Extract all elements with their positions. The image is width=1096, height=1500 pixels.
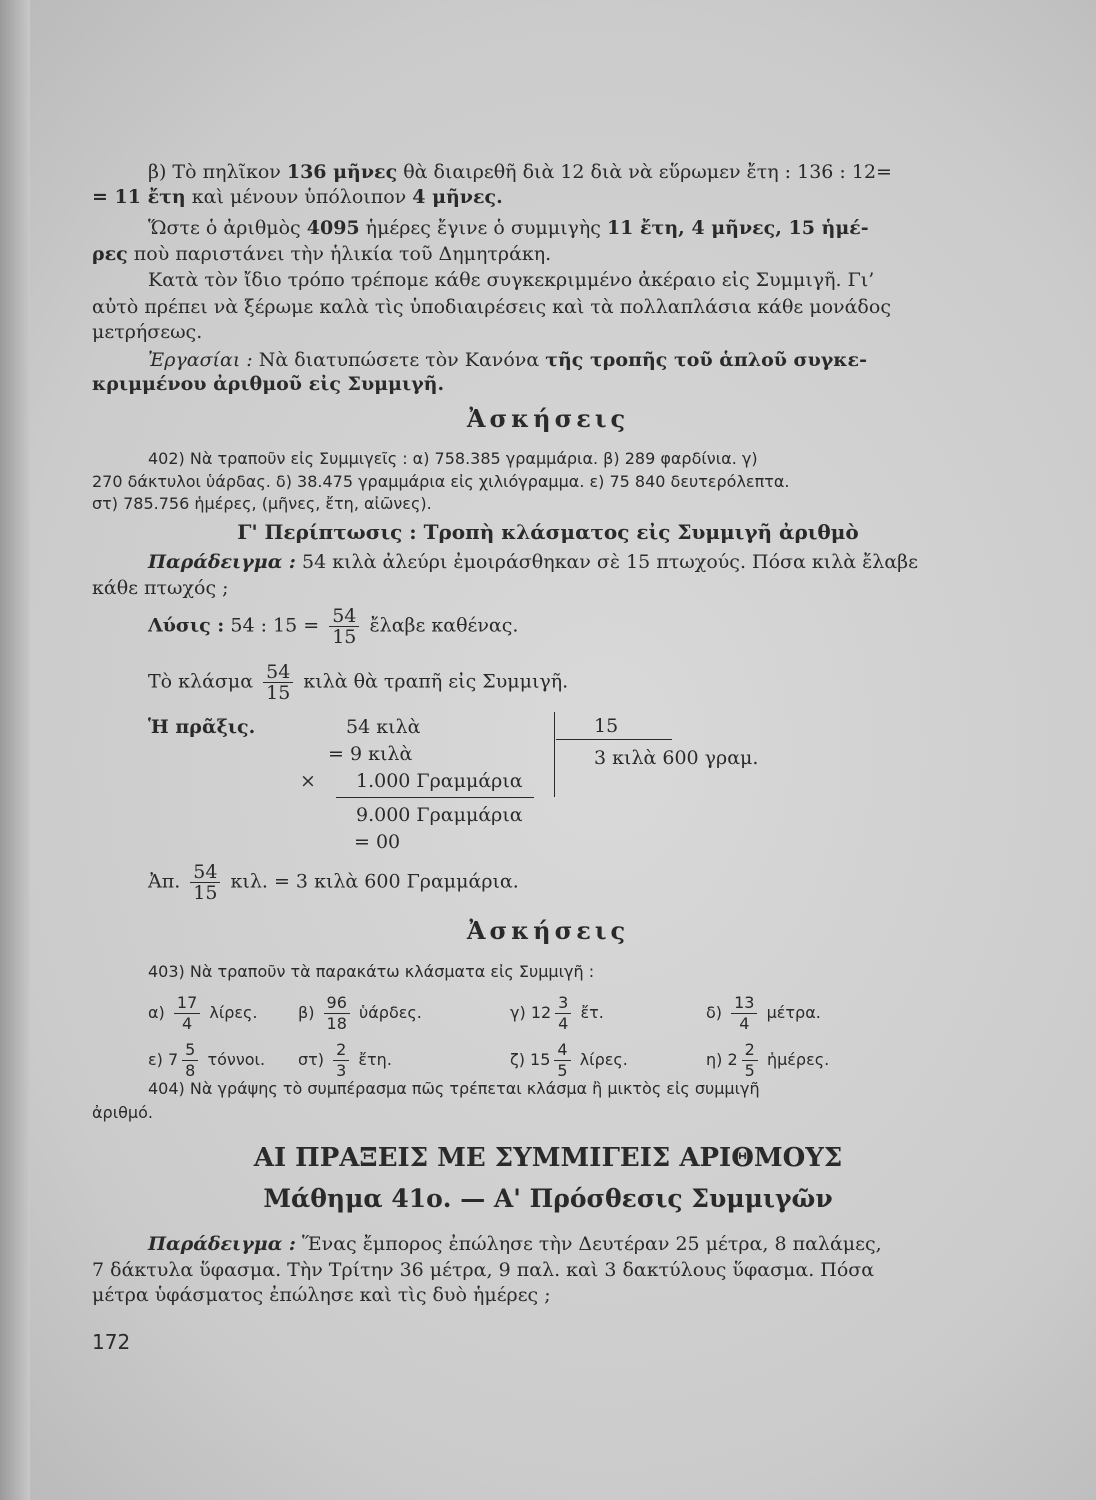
fraction-exercise-item: [148, 1040, 265, 1081]
unit: τόννοι.: [207, 1050, 266, 1069]
text-span: κιλὰ θὰ τραπῆ εἰς Συμμιγῆ.: [303, 670, 569, 693]
numerator: 96: [324, 993, 350, 1014]
text-line: [148, 160, 892, 184]
denominator: 5: [744, 1061, 755, 1080]
fraction: [555, 993, 571, 1034]
page-edge-shadow: [0, 0, 30, 1500]
text-span: καὶ μένουν ὑπόλοιπον: [185, 186, 413, 208]
division-rule: [336, 797, 534, 798]
numerator: 54: [329, 606, 359, 627]
example-label: Παράδειγμα :: [148, 1233, 296, 1255]
solution-line: [148, 606, 518, 647]
fraction: [182, 1040, 198, 1081]
exercise-line: 403) Νὰ τραποῦν τὰ παρακάτω κλάσματα εἰς Συμμιγῆ :: [148, 962, 595, 981]
unit: ἔτ.: [580, 1003, 604, 1022]
fraction-exercise-item: [148, 993, 258, 1034]
text-line: κριμμένου ἀριθμοῦ εἰς Συμμιγῆ.: [92, 373, 445, 395]
text-line: [148, 1232, 882, 1256]
fraction-exercise-item: [510, 1040, 628, 1081]
unit: λίρες.: [209, 1003, 258, 1022]
text-span: β) Τὸ πηλῖκον: [148, 161, 287, 183]
text-span: = 11 ἔτη: [92, 186, 186, 208]
exercise-line: 402) Νὰ τραποῦν εἰς Συμμιγεῖς : α) 758.385 γραμμάρια. β) 289 φαρδίνια. γ): [148, 449, 758, 468]
praxis-label: Ἡ πρᾶξις.: [148, 716, 256, 738]
text-span: 4095: [306, 217, 360, 239]
whole-part: 7: [167, 1050, 179, 1069]
numerator: 2: [333, 1040, 349, 1061]
fraction: [324, 993, 350, 1034]
text-line: κάθε πτωχός ;: [92, 577, 229, 599]
fraction: [329, 606, 359, 647]
text-span: ποὺ παριστάνει τὴν ἡλικία τοῦ Δημητράκη.: [127, 243, 552, 265]
section-heading: Ἀσκήσεις: [466, 404, 630, 433]
denominator: 15: [266, 682, 291, 704]
fraction: [554, 1040, 570, 1081]
fraction: [333, 1040, 349, 1081]
item-label: β): [298, 1003, 315, 1022]
text-line: [148, 216, 869, 240]
unit: λίρες.: [579, 1050, 628, 1069]
text-span: 54 : 15 =: [230, 614, 320, 637]
item-label: α): [148, 1003, 165, 1022]
example-label: Παράδειγμα :: [148, 551, 296, 573]
fraction: [742, 1040, 758, 1081]
division-line: 54 κιλὰ: [346, 716, 421, 738]
numerator: 13: [731, 993, 757, 1014]
text-span: 4 μῆνες.: [412, 186, 503, 208]
unit: ὑάρδες.: [359, 1003, 422, 1022]
item-label: η): [706, 1050, 723, 1069]
item-label: στ): [298, 1050, 325, 1069]
numerator: 2: [742, 1040, 758, 1061]
division-line: = 9 κιλὰ: [328, 743, 413, 765]
lesson-title: Μάθημα 41ο. — Α' Πρόσθεσις Συμμιγῶν: [263, 1184, 833, 1213]
text-span: 54 κιλὰ ἀλεύρι ἐμοιράσθηκαν σὲ 15 πτωχούς. Πόσα κιλὰ ἔλαβε: [295, 551, 919, 573]
fraction-exercise-item: [706, 1040, 829, 1081]
exercise-line: ἀριθμό.: [92, 1103, 153, 1122]
item-label: δ): [706, 1003, 723, 1022]
numerator: 3: [555, 993, 571, 1014]
text-span: 136 μῆνες: [286, 161, 398, 183]
fraction-exercise-item: [298, 1040, 392, 1081]
text-span: θὰ διαιρεθῆ διὰ 12 διὰ νὰ εὕρωμεν ἔτη : 136 : 12=: [397, 161, 892, 183]
division-line: 1.000 Γραμμάρια: [356, 770, 523, 792]
text-line: αὐτὸ πρέπει νὰ ξέρωμε καλὰ τὶς ὑποδιαιρέσεις καὶ τὰ πολλαπλάσια κάθε μονάδος: [92, 296, 891, 318]
fraction: [190, 862, 220, 903]
text-line: 7 δάκτυλα ὕφασμα. Τὴν Τρίτην 36 μέτρα, 9 παλ. καὶ 3 δακτύλους ὕφασμα. Πόσα: [92, 1259, 875, 1281]
denominator: 18: [326, 1014, 347, 1033]
quotient: 3 κιλὰ 600 γραμ.: [594, 747, 759, 769]
answer-line: [148, 862, 519, 903]
text-line: [92, 185, 503, 209]
fraction-exercise-item: [510, 993, 604, 1034]
item-label: ε): [148, 1050, 163, 1069]
denominator: 3: [336, 1061, 347, 1080]
exercise-line: 270 δάκτυλοι ὑάρδας. δ) 38.475 γραμμάρια εἰς χιλιόγραμμα. ε) 75 840 δευτερόλεπτα.: [92, 472, 790, 491]
denominator: 15: [193, 882, 218, 904]
text-span: Τὸ κλάσμα: [148, 670, 254, 693]
section-heading: Ἀσκήσεις: [466, 916, 630, 945]
text-line: [148, 550, 918, 574]
whole-part: 15: [530, 1050, 551, 1069]
unit: ἡμέρες.: [766, 1050, 830, 1069]
text-line: Κατὰ τὸν ἴδιο τρόπο τρέπομε κάθε συγκεκριμμένο ἀκέραιο εἰς Συμμιγῆ. Γι’: [148, 269, 875, 291]
denominator: 4: [181, 1014, 193, 1033]
text-line: μετρήσεως.: [92, 321, 203, 343]
text-span: τῆς τροπῆς τοῦ ἁπλοῦ συγκε-: [545, 349, 867, 371]
fraction: [731, 993, 757, 1034]
numerator: 5: [182, 1040, 198, 1061]
division-line: 9.000 Γραμμάρια: [356, 804, 523, 826]
numerator: 17: [174, 993, 200, 1014]
unit: ἔτη.: [358, 1050, 392, 1069]
text-span: Ἀπ.: [148, 870, 181, 893]
numerator: 4: [554, 1040, 570, 1061]
division-line: = 00: [354, 831, 401, 853]
text-span: Νὰ διατυπώσετε τὸν Κανόνα: [252, 349, 546, 371]
text-span: Ἕνας ἔμπορος ἐπώλησε τὴν Δευτέραν 25 μέτρα, 8 παλάμες,: [295, 1233, 882, 1255]
denominator: 8: [185, 1061, 196, 1080]
text-span: ἡμέρες ἔγινε ὁ συμμιγὴς: [359, 217, 607, 239]
text-line: [148, 348, 867, 372]
denominator: 15: [332, 626, 357, 648]
denominator: 5: [557, 1061, 568, 1080]
fraction-exercise-item: [298, 993, 422, 1034]
item-label: γ): [510, 1003, 526, 1022]
text-line: [92, 242, 551, 266]
exercise-line: 404) Νὰ γράψης τὸ συμπέρασμα πῶς τρέπεται κλάσμα ἢ μικτὸς εἰς συμμιγῆ: [148, 1079, 760, 1098]
unit: μέτρα.: [766, 1003, 821, 1022]
text-span: 11 ἔτη, 4 μῆνες, 15 ἡμέ-: [606, 217, 869, 239]
divisor-bar: [554, 712, 555, 797]
whole-part: 12: [530, 1003, 552, 1022]
numerator: 54: [190, 862, 220, 883]
exercise-line: στ) 785.756 ἡμέρες, (μῆνες, ἔτη, αἰῶνες).: [92, 494, 432, 513]
divisor-rule: [556, 739, 672, 740]
item-label: ζ): [510, 1050, 525, 1069]
text-span: Ἐργασίαι :: [148, 349, 253, 371]
text-line: [148, 662, 568, 703]
fraction-exercise-item: [706, 993, 821, 1034]
chapter-title: ΑΙ ΠΡΑΞΕΙΣ ΜΕ ΣΥΜΜΙΓΕΙΣ ΑΡΙΘΜΟΥΣ: [253, 1143, 843, 1173]
divisor: 15: [594, 715, 619, 737]
denominator: 4: [558, 1014, 569, 1033]
solution-label: Λύσις :: [148, 614, 225, 637]
denominator: 4: [739, 1014, 750, 1033]
fraction: [174, 993, 200, 1034]
whole-part: 2: [727, 1050, 738, 1069]
text-span: Ὥστε ὁ ἀριθμὸς: [148, 217, 307, 239]
text-span: ρες: [92, 243, 128, 265]
case-heading: Γ' Περίπτωσις : Τροπὴ κλάσματος εἰς Συμμιγῆ ἀριθμὸ: [237, 520, 859, 544]
text-span: ἔλαβε καθένας.: [369, 614, 519, 637]
text-span: κιλ. = 3 κιλὰ 600 Γραμμάρια.: [230, 870, 519, 893]
text-line: μέτρα ὑφάσματος ἐπώλησε καὶ τὶς δυὸ ἡμέρες ;: [92, 1284, 551, 1306]
page-number: 172: [92, 1330, 131, 1354]
multiply-sign: ×: [300, 770, 316, 792]
fraction: [263, 662, 293, 703]
numerator: 54: [263, 662, 293, 683]
